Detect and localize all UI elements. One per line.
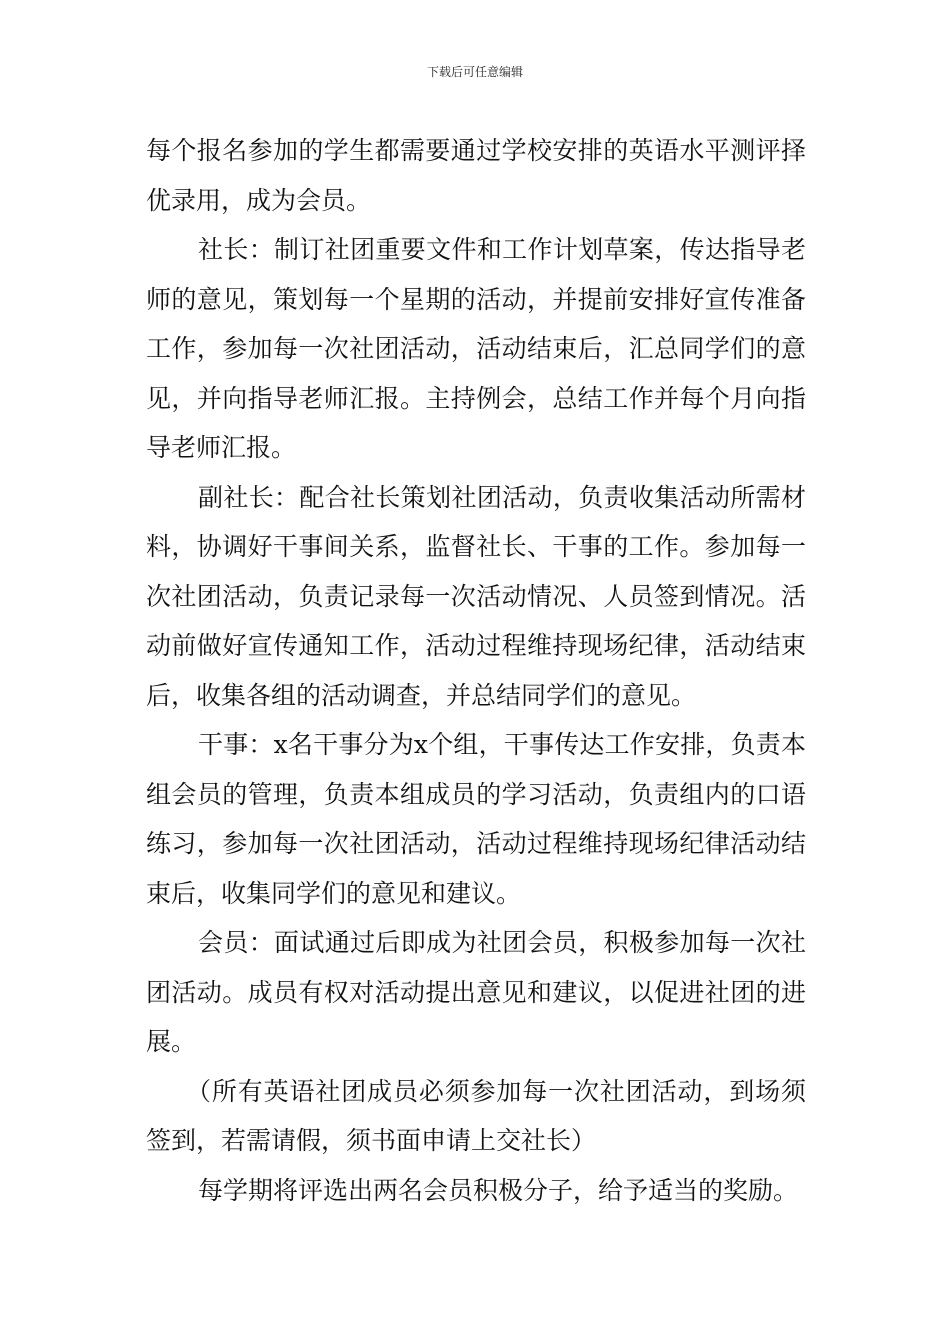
document-body <box>146 126 806 1215</box>
paragraph-award: 每学期将评选出两名会员积极分子，给予适当的奖励。 <box>198 1175 799 1205</box>
paragraph-president: 社长：制订社团重要文件和工作计划草案，传达指导老师的意见，策划每一个星期的活动，并提前安排好宣传准备工作，参加每一次社团活动，活动结束后，汇总同学们的意见，并向指导老师汇报。主持例会，总结工作并每个月向指导老师汇报。 <box>146 235 806 462</box>
paragraph-vice-president: 副社长：配合社长策划社团活动，负责收集活动所需材料，协调好干事间关系，监督社长、干事的工作。参加每一次社团活动，负责记录每一次活动情况、人员签到情况。活动前做好宣传通知工作，活动过程维持现场纪律，活动结束后，收集各组的活动调查，并总结同学们的意见。 <box>146 482 806 710</box>
paragraph-membership: 每个报名参加的学生都需要通过学校安排的英语水平测评择优录用，成为会员。 <box>146 136 806 215</box>
paragraph-member: 会员：面试通过后即成为社团会员，积极参加每一次社团活动。成员有权对活动提出意见和建议，以促进社团的进展。 <box>146 928 806 1056</box>
paragraph-attendance-note: （所有英语社团成员必须参加每一次社团活动，到场须签到，若需请假，须书面申请上交社长） <box>146 1076 806 1155</box>
header-note: 下载后可任意编辑 <box>426 65 523 79</box>
paragraph-officer: 干事：x名干事分为x个组，干事传达工作安排，负责本组会员的管理，负责本组成员的学习活动，负责组内的口语练习，参加每一次社团活动，活动过程维持现场纪律活动结束后，收集同学们的意见和建议。 <box>146 730 806 908</box>
